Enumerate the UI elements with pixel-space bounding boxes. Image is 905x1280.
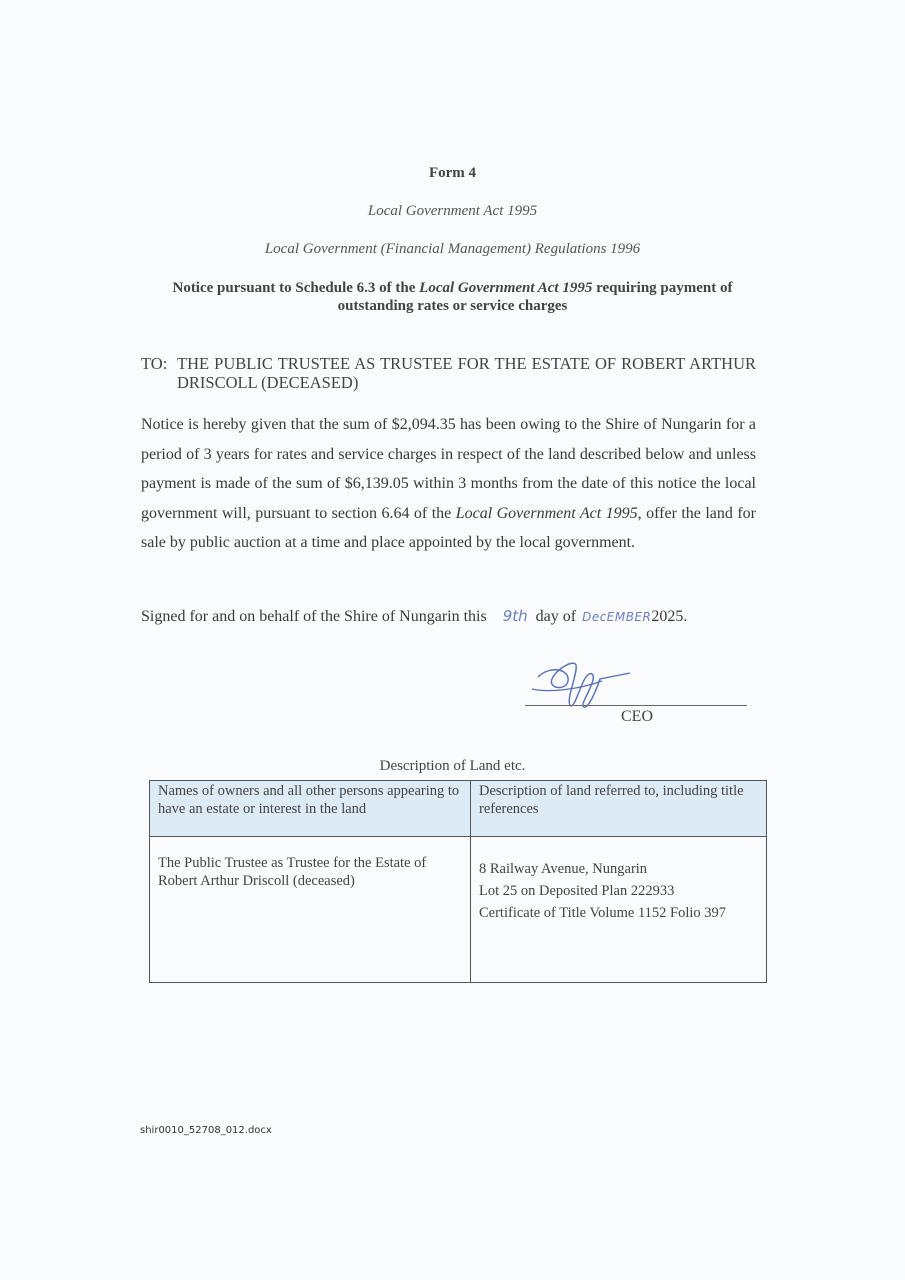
signature-scribble-icon	[530, 655, 640, 715]
signatory-title: CEO	[621, 708, 653, 725]
table-row	[150, 837, 767, 983]
addressee-label: TO:	[141, 354, 168, 373]
signature-year: 2025.	[651, 608, 688, 625]
notice-body-act: Local Government Act 1995	[455, 504, 638, 522]
land-title: Certificate of Title Volume 1152 Folio 397	[479, 905, 727, 921]
land-description-table	[149, 780, 767, 983]
header-description: Description of land referred to, including title references	[471, 781, 767, 837]
header-owners: Names of owners and all other persons appearing to have an estate or interest in the land	[150, 781, 471, 837]
handwritten-day: 9th	[502, 607, 528, 625]
signature-mid: day of	[535, 608, 577, 625]
notice-title-act: Local Government Act 1995	[419, 280, 593, 296]
footer-filename: shir0010_52708_012.docx	[140, 1125, 272, 1136]
addressee-block	[141, 354, 756, 392]
regulations-title: Local Government (Financial Management) Regulations 1996	[264, 241, 641, 257]
table-header-row	[150, 781, 767, 837]
signature-statement	[141, 607, 761, 626]
act-title: Local Government Act 1995	[367, 203, 538, 219]
description-cell	[471, 837, 767, 983]
notice-title-part2: requiring payment of outstanding rates or service charges	[337, 280, 733, 314]
notice-title	[140, 279, 765, 315]
notice-body-part2: , offer the land for sale by public auction at a time and place appointed by the local government.	[141, 504, 757, 551]
addressee-text: THE PUBLIC TRUSTEE AS TRUSTEE FOR THE ESTATE OF ROBERT ARTHUR DRISCOLL (DECEASED)	[177, 354, 756, 392]
signature-prefix: Signed for and on behalf of the Shire of Nungarin this	[141, 608, 487, 625]
owner-cell: The Public Trustee as Trustee for the Estate of Robert Arthur Driscoll (deceased)	[150, 837, 471, 983]
land-address: 8 Railway Avenue, Nungarin	[479, 861, 648, 877]
land-table-caption: Description of Land etc.	[379, 758, 526, 774]
notice-title-part1: Notice pursuant to Schedule 6.3 of the	[172, 280, 420, 296]
signature-line	[525, 705, 747, 706]
land-lot: Lot 25 on Deposited Plan 222933	[479, 883, 675, 899]
notice-body	[141, 410, 756, 558]
form-number: Form 4	[428, 165, 477, 181]
handwritten-month: DecEMBER	[582, 610, 652, 624]
notice-body-part1: Notice is hereby given that the sum of $2,094.35 has been owing to the Shire of Nungarin for a period of 3 years for rates and service charges in respect of the land described below and unless payment is made of the sum of $6,139.05 within 3 months from the date of this notice the local government will, pursuant to section 6.64 of the	[141, 416, 756, 522]
